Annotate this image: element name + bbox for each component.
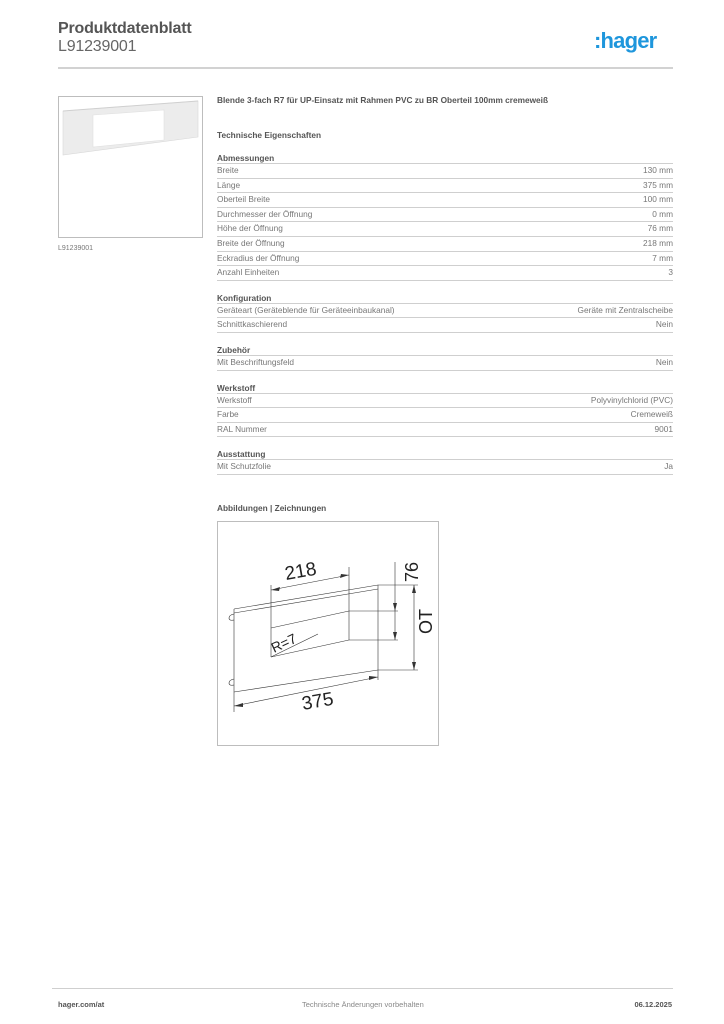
row-value: Ja bbox=[664, 461, 673, 472]
group-werkstoff bbox=[217, 383, 673, 438]
dimension-drawing bbox=[218, 522, 438, 745]
cover-plate-image bbox=[59, 97, 202, 237]
footer-disclaimer: Technische Änderungen vorbehalten bbox=[302, 1000, 424, 1009]
row-label: Werkstoff bbox=[217, 394, 252, 405]
row-value: Cremeweiß bbox=[630, 409, 673, 420]
hager-logo: :hager bbox=[594, 28, 657, 53]
dim-opening-height: 76 bbox=[402, 561, 422, 582]
product-details bbox=[217, 95, 673, 475]
table-row bbox=[217, 394, 673, 409]
row-value: 7 mm bbox=[652, 252, 673, 263]
group-abmessungen bbox=[217, 153, 673, 281]
row-label: Schnittkaschierend bbox=[217, 319, 288, 330]
row-label: Eckradius der Öffnung bbox=[217, 252, 300, 263]
group-title: Zubehör bbox=[217, 345, 673, 356]
row-label: Farbe bbox=[217, 409, 239, 420]
row-label: Länge bbox=[217, 179, 241, 190]
table-row bbox=[217, 423, 673, 438]
table-row bbox=[217, 408, 673, 423]
group-ausstattung bbox=[217, 449, 673, 475]
group-title: Abmessungen bbox=[217, 153, 673, 164]
row-label: Mit Schutzfolie bbox=[217, 461, 271, 472]
product-thumbnail bbox=[58, 96, 203, 238]
row-value: 3 bbox=[668, 267, 673, 278]
dim-opening-width: 218 bbox=[283, 558, 319, 585]
row-value: Nein bbox=[655, 319, 673, 330]
thumbnail-caption: L91239001 bbox=[58, 245, 94, 252]
row-label: Höhe der Öffnung bbox=[217, 223, 283, 234]
dim-upper-part: OT bbox=[416, 609, 436, 634]
section-title: Technische Eigenschaften bbox=[217, 130, 322, 140]
table-row bbox=[217, 164, 673, 179]
group-title: Werkstoff bbox=[217, 383, 673, 394]
row-value: 218 mm bbox=[643, 237, 673, 248]
row-label: RAL Nummer bbox=[217, 423, 267, 434]
row-label: Durchmesser der Öffnung bbox=[217, 208, 313, 219]
group-title: Ausstattung bbox=[217, 449, 673, 460]
product-title: Blende 3-fach R7 für UP-Einsatz mit Rahmen PVC zu BR Oberteil 100mm cremeweiß bbox=[217, 95, 549, 105]
row-value: 9001 bbox=[654, 423, 673, 434]
table-row bbox=[217, 318, 673, 333]
row-label: Mit Beschriftungsfeld bbox=[217, 356, 295, 367]
table-row bbox=[217, 304, 673, 319]
group-konfiguration bbox=[217, 293, 673, 333]
row-value: 76 mm bbox=[647, 223, 673, 234]
footer-website-link[interactable]: hager.com/at bbox=[58, 1000, 105, 1009]
product-code: L91239001 bbox=[58, 38, 137, 55]
drawings-title: Abbildungen | Zeichnungen bbox=[217, 503, 327, 513]
table-row bbox=[217, 208, 673, 223]
row-value: 100 mm bbox=[643, 194, 673, 205]
row-label: Breite bbox=[217, 165, 239, 175]
row-label: Geräteart (Geräteblende für Geräteeinbaukanal) bbox=[217, 304, 395, 315]
technical-drawing bbox=[217, 521, 439, 746]
table-row bbox=[217, 237, 673, 252]
table-row bbox=[217, 179, 673, 194]
footer-date: 06.12.2025 bbox=[634, 1000, 672, 1009]
row-label: Oberteil Breite bbox=[217, 194, 271, 205]
header-divider bbox=[58, 67, 673, 69]
group-zubehoer bbox=[217, 345, 673, 371]
row-value: 130 mm bbox=[643, 165, 673, 175]
table-row bbox=[217, 222, 673, 237]
row-label: Anzahl Einheiten bbox=[217, 267, 280, 278]
document-title: Produktdatenblatt bbox=[58, 20, 192, 37]
table-row bbox=[217, 193, 673, 208]
row-value: Geräte mit Zentralscheibe bbox=[577, 304, 673, 315]
table-row bbox=[217, 252, 673, 267]
table-row bbox=[217, 356, 673, 371]
row-label: Breite der Öffnung bbox=[217, 237, 285, 248]
table-row bbox=[217, 460, 673, 475]
row-value: 375 mm bbox=[643, 179, 673, 190]
row-value: 0 mm bbox=[652, 208, 673, 219]
footer-divider bbox=[52, 988, 673, 989]
row-value: Nein bbox=[655, 356, 673, 367]
dim-radius: R=7 bbox=[268, 630, 299, 656]
group-title: Konfiguration bbox=[217, 293, 673, 304]
table-row bbox=[217, 266, 673, 281]
row-value: Polyvinylchlorid (PVC) bbox=[590, 394, 673, 405]
dim-length: 375 bbox=[300, 688, 336, 715]
